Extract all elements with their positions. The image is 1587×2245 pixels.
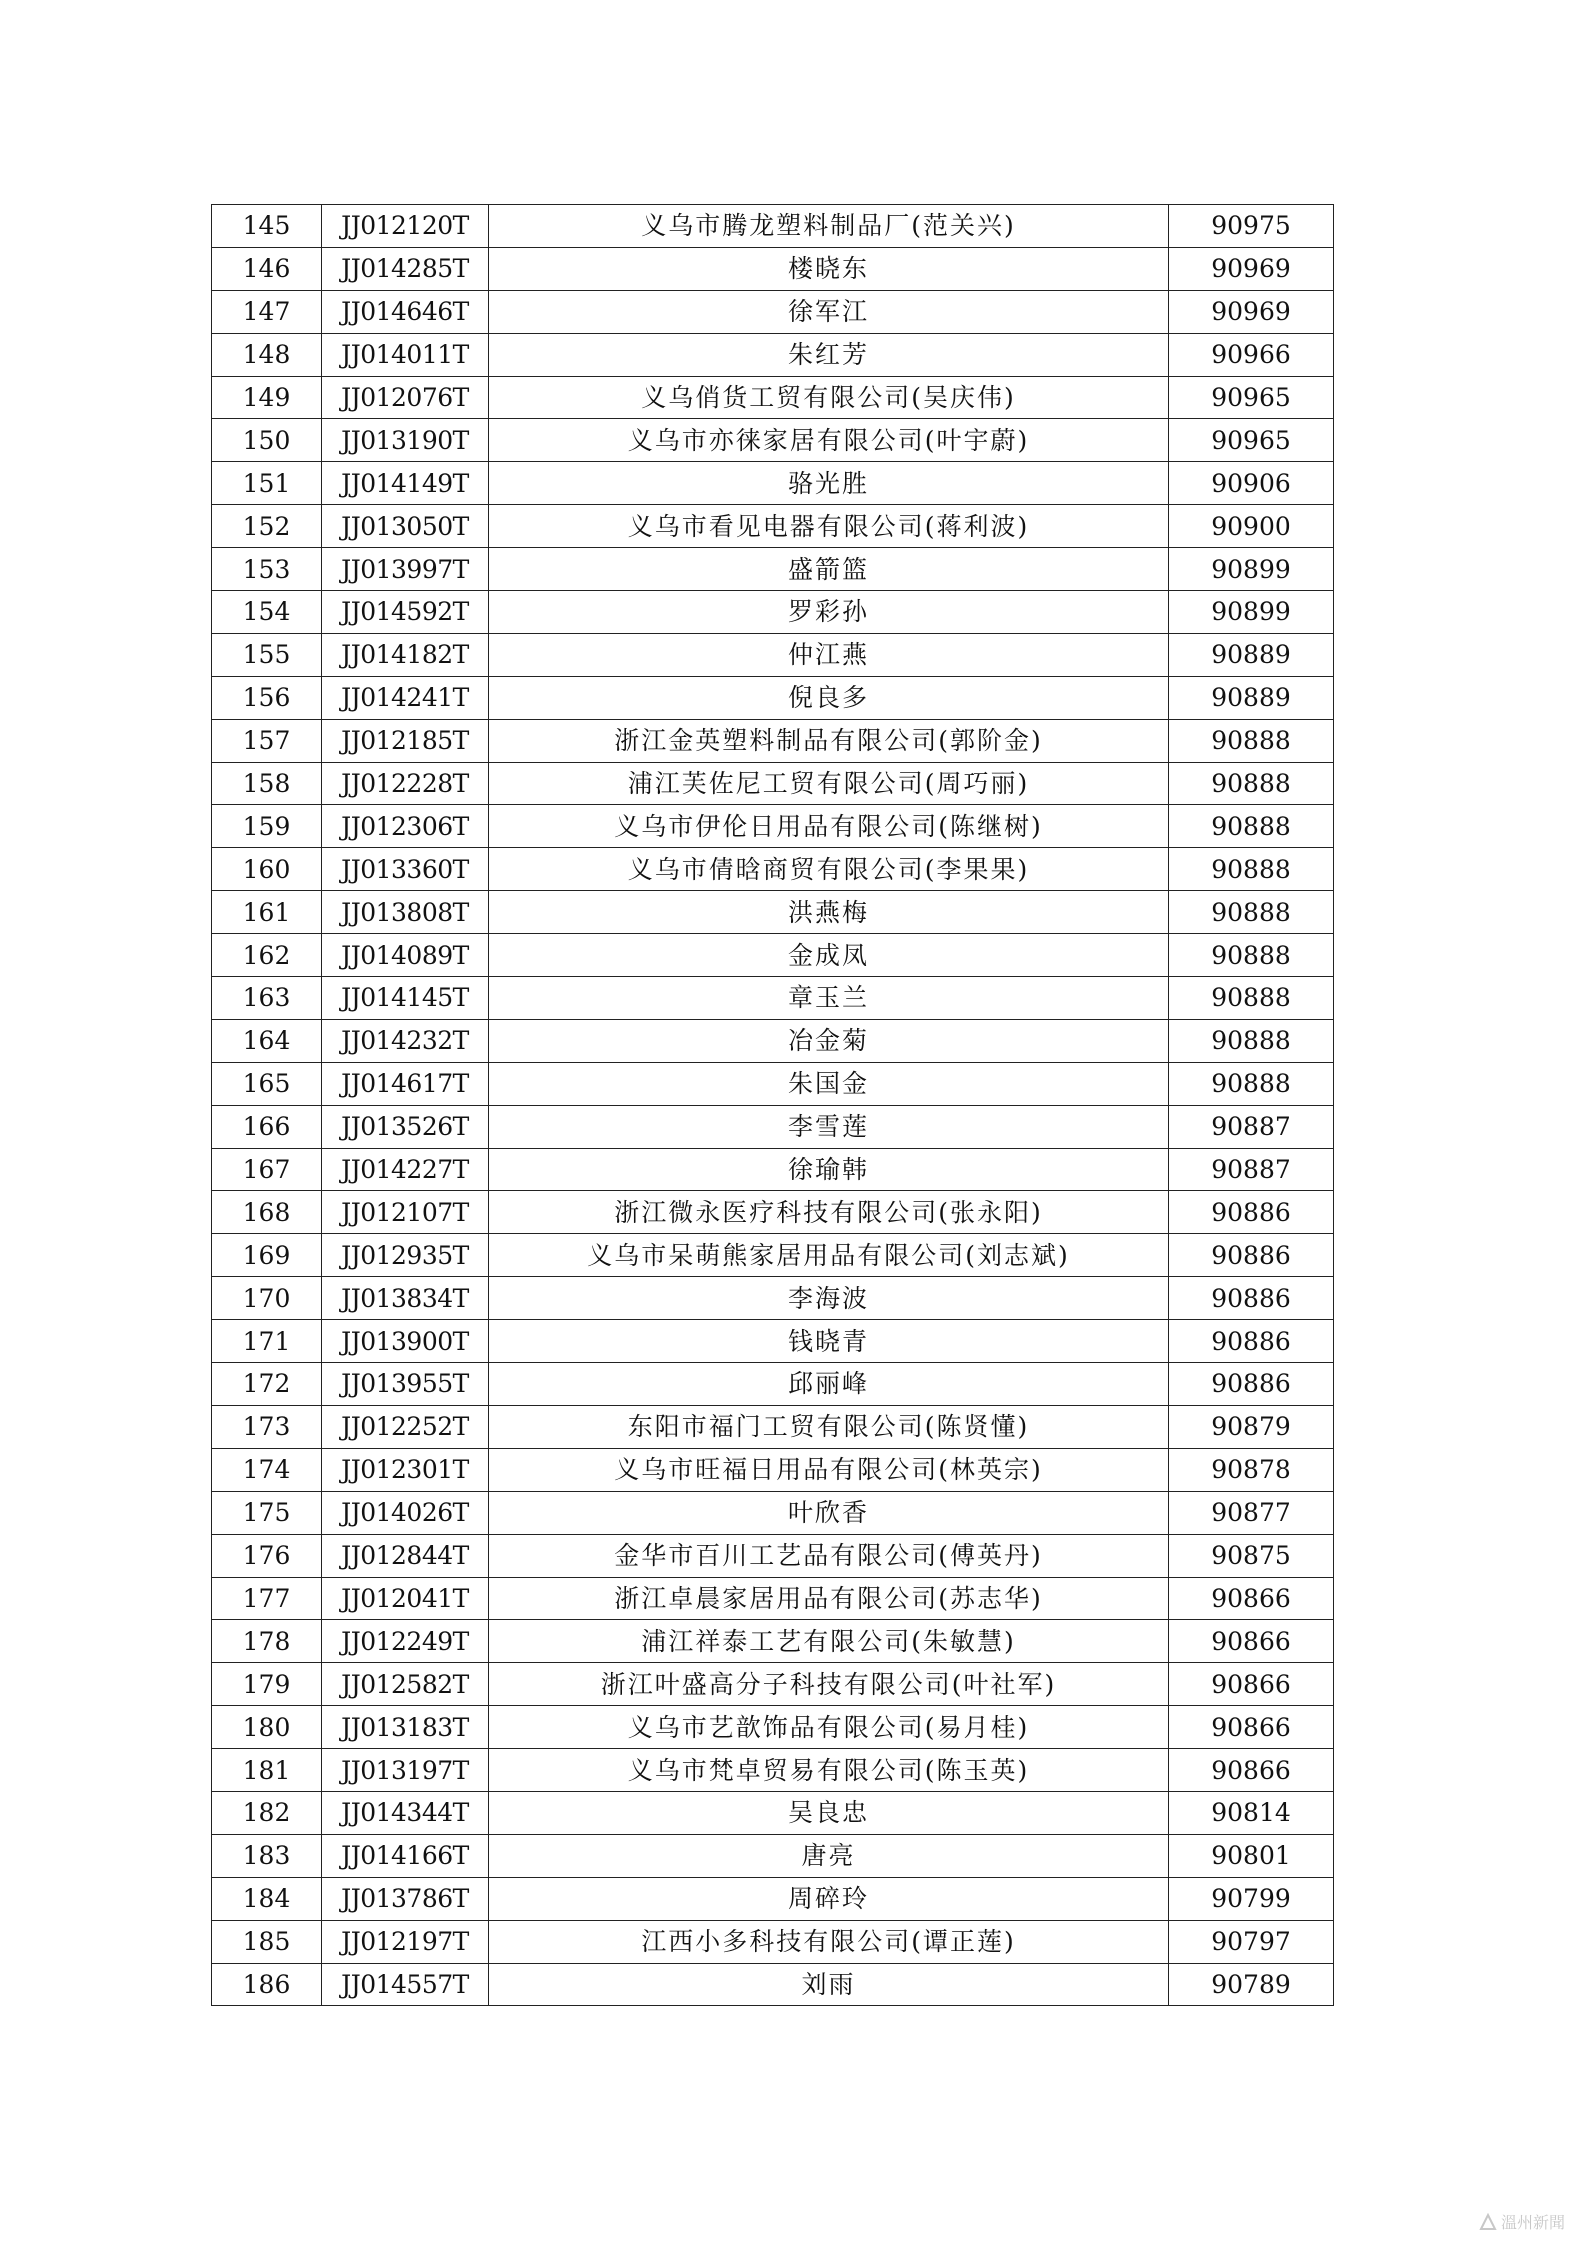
row-number-cell: 174 — [212, 1448, 322, 1491]
row-number-cell: 149 — [212, 376, 322, 419]
table-row — [212, 848, 1334, 891]
table-row — [212, 934, 1334, 977]
table-row — [212, 205, 1334, 248]
table-row — [212, 1791, 1334, 1834]
row-number-cell: 159 — [212, 805, 322, 848]
table-row — [212, 977, 1334, 1020]
score-cell: 90899 — [1169, 591, 1334, 634]
score-cell: 90889 — [1169, 676, 1334, 719]
row-number-cell: 153 — [212, 548, 322, 591]
table-row — [212, 1448, 1334, 1491]
score-cell: 90866 — [1169, 1577, 1334, 1620]
score-cell: 90814 — [1169, 1791, 1334, 1834]
code-cell: JJ013190T — [322, 419, 489, 462]
name-cell: 周碎玲 — [489, 1877, 1169, 1920]
name-cell: 义乌市艺歆饰品有限公司(易月桂) — [489, 1706, 1169, 1749]
row-number-cell: 150 — [212, 419, 322, 462]
table-row — [212, 1277, 1334, 1320]
code-cell: JJ014011T — [322, 333, 489, 376]
row-number-cell: 162 — [212, 934, 322, 977]
row-number-cell: 156 — [212, 676, 322, 719]
score-cell: 90888 — [1169, 1062, 1334, 1105]
table-row — [212, 805, 1334, 848]
row-number-cell: 154 — [212, 591, 322, 634]
score-cell: 90889 — [1169, 633, 1334, 676]
name-cell: 浙江微永医疗科技有限公司(张永阳) — [489, 1191, 1169, 1234]
score-cell: 90900 — [1169, 505, 1334, 548]
name-cell: 义乌市腾龙塑料制品厂(范关兴) — [489, 205, 1169, 248]
score-cell: 90888 — [1169, 891, 1334, 934]
code-cell: JJ012076T — [322, 376, 489, 419]
row-number-cell: 160 — [212, 848, 322, 891]
code-cell: JJ013834T — [322, 1277, 489, 1320]
name-cell: 徐瑜韩 — [489, 1148, 1169, 1191]
table-row — [212, 548, 1334, 591]
score-cell: 90875 — [1169, 1534, 1334, 1577]
score-cell: 90877 — [1169, 1491, 1334, 1534]
row-number-cell: 168 — [212, 1191, 322, 1234]
score-cell: 90965 — [1169, 419, 1334, 462]
score-cell: 90887 — [1169, 1105, 1334, 1148]
score-cell: 90886 — [1169, 1234, 1334, 1277]
score-cell: 90888 — [1169, 977, 1334, 1020]
name-cell: 义乌市呆萌熊家居用品有限公司(刘志斌) — [489, 1234, 1169, 1277]
code-cell: JJ014227T — [322, 1148, 489, 1191]
name-cell: 浦江祥泰工艺有限公司(朱敏慧) — [489, 1620, 1169, 1663]
table-row — [212, 505, 1334, 548]
table-row — [212, 1834, 1334, 1877]
name-cell: 倪良多 — [489, 676, 1169, 719]
code-cell: JJ012844T — [322, 1534, 489, 1577]
code-cell: JJ012120T — [322, 205, 489, 248]
score-cell: 90797 — [1169, 1920, 1334, 1963]
code-cell: JJ014592T — [322, 591, 489, 634]
row-number-cell: 155 — [212, 633, 322, 676]
code-cell: JJ014617T — [322, 1062, 489, 1105]
code-cell: JJ012301T — [322, 1448, 489, 1491]
score-cell: 90965 — [1169, 376, 1334, 419]
name-cell: 义乌市看见电器有限公司(蒋利波) — [489, 505, 1169, 548]
name-cell: 李雪莲 — [489, 1105, 1169, 1148]
code-cell: JJ014026T — [322, 1491, 489, 1534]
name-cell: 朱红芳 — [489, 333, 1169, 376]
score-cell: 90975 — [1169, 205, 1334, 248]
table-row — [212, 676, 1334, 719]
name-cell: 罗彩孙 — [489, 591, 1169, 634]
name-cell: 冶金菊 — [489, 1019, 1169, 1062]
row-number-cell: 148 — [212, 333, 322, 376]
table-row — [212, 1320, 1334, 1363]
name-cell: 洪燕梅 — [489, 891, 1169, 934]
code-cell: JJ013183T — [322, 1706, 489, 1749]
code-cell: JJ012041T — [322, 1577, 489, 1620]
table-row — [212, 1105, 1334, 1148]
row-number-cell: 175 — [212, 1491, 322, 1534]
code-cell: JJ012107T — [322, 1191, 489, 1234]
row-number-cell: 170 — [212, 1277, 322, 1320]
table-row — [212, 633, 1334, 676]
table-row — [212, 719, 1334, 762]
row-number-cell: 171 — [212, 1320, 322, 1363]
name-cell: 楼晓东 — [489, 247, 1169, 290]
code-cell: JJ012252T — [322, 1405, 489, 1448]
row-number-cell: 158 — [212, 762, 322, 805]
row-number-cell: 176 — [212, 1534, 322, 1577]
row-number-cell: 165 — [212, 1062, 322, 1105]
name-cell: 金成凤 — [489, 934, 1169, 977]
code-cell: JJ013050T — [322, 505, 489, 548]
row-number-cell: 182 — [212, 1791, 322, 1834]
table-row — [212, 1019, 1334, 1062]
code-cell: JJ014344T — [322, 1791, 489, 1834]
table-row — [212, 1191, 1334, 1234]
name-cell: 骆光胜 — [489, 462, 1169, 505]
code-cell: JJ012582T — [322, 1663, 489, 1706]
name-cell: 浙江金英塑料制品有限公司(郭阶金) — [489, 719, 1169, 762]
row-number-cell: 186 — [212, 1963, 322, 2006]
table-row — [212, 1577, 1334, 1620]
score-cell: 90969 — [1169, 247, 1334, 290]
score-cell: 90866 — [1169, 1620, 1334, 1663]
code-cell: JJ012935T — [322, 1234, 489, 1277]
table-row — [212, 1620, 1334, 1663]
score-cell: 90789 — [1169, 1963, 1334, 2006]
table-row — [212, 419, 1334, 462]
table-row — [212, 1234, 1334, 1277]
score-cell: 90888 — [1169, 1019, 1334, 1062]
table-row — [212, 1062, 1334, 1105]
score-cell: 90899 — [1169, 548, 1334, 591]
score-cell: 90888 — [1169, 848, 1334, 891]
code-cell: JJ013197T — [322, 1749, 489, 1792]
code-cell: JJ014646T — [322, 290, 489, 333]
name-cell: 仲江燕 — [489, 633, 1169, 676]
score-cell: 90886 — [1169, 1277, 1334, 1320]
name-cell: 叶欣香 — [489, 1491, 1169, 1534]
logo-mark-icon — [1479, 2213, 1497, 2231]
row-number-cell: 179 — [212, 1663, 322, 1706]
watermark-text: 溫州新聞 — [1500, 2213, 1565, 2232]
table-row — [212, 1706, 1334, 1749]
table-row — [212, 290, 1334, 333]
code-cell: JJ014285T — [322, 247, 489, 290]
table-row — [212, 333, 1334, 376]
code-cell: JJ013955T — [322, 1363, 489, 1406]
watermark — [1479, 2210, 1565, 2233]
code-cell: JJ013526T — [322, 1105, 489, 1148]
table-row — [212, 1491, 1334, 1534]
row-number-cell: 185 — [212, 1920, 322, 1963]
code-cell: JJ014149T — [322, 462, 489, 505]
code-cell: JJ012185T — [322, 719, 489, 762]
name-cell: 吴良忠 — [489, 1791, 1169, 1834]
score-cell: 90969 — [1169, 290, 1334, 333]
score-cell: 90878 — [1169, 1448, 1334, 1491]
row-number-cell: 184 — [212, 1877, 322, 1920]
score-cell: 90906 — [1169, 462, 1334, 505]
row-number-cell: 169 — [212, 1234, 322, 1277]
name-cell: 章玉兰 — [489, 977, 1169, 1020]
table-row — [212, 762, 1334, 805]
table-row — [212, 1405, 1334, 1448]
row-number-cell: 181 — [212, 1749, 322, 1792]
name-cell: 义乌市亦徕家居有限公司(叶宇蔚) — [489, 419, 1169, 462]
score-cell: 90888 — [1169, 762, 1334, 805]
table-row — [212, 1963, 1334, 2006]
name-cell: 义乌俏货工贸有限公司(吴庆伟) — [489, 376, 1169, 419]
table-row — [212, 1663, 1334, 1706]
table-row — [212, 591, 1334, 634]
score-cell: 90866 — [1169, 1663, 1334, 1706]
code-cell: JJ012306T — [322, 805, 489, 848]
row-number-cell: 145 — [212, 205, 322, 248]
row-number-cell: 164 — [212, 1019, 322, 1062]
table-row — [212, 462, 1334, 505]
code-cell: JJ013786T — [322, 1877, 489, 1920]
name-cell: 浦江芙佐尼工贸有限公司(周巧丽) — [489, 762, 1169, 805]
score-cell: 90801 — [1169, 1834, 1334, 1877]
name-cell: 义乌市伊伦日用品有限公司(陈继树) — [489, 805, 1169, 848]
table-row — [212, 376, 1334, 419]
name-cell: 李海波 — [489, 1277, 1169, 1320]
code-cell: JJ013997T — [322, 548, 489, 591]
score-cell: 90879 — [1169, 1405, 1334, 1448]
row-number-cell: 163 — [212, 977, 322, 1020]
row-number-cell: 167 — [212, 1148, 322, 1191]
code-cell: JJ013808T — [322, 891, 489, 934]
row-number-cell: 173 — [212, 1405, 322, 1448]
row-number-cell: 183 — [212, 1834, 322, 1877]
code-cell: JJ014241T — [322, 676, 489, 719]
row-number-cell: 180 — [212, 1706, 322, 1749]
code-cell: JJ014182T — [322, 633, 489, 676]
name-cell: 钱晓青 — [489, 1320, 1169, 1363]
name-cell: 唐亮 — [489, 1834, 1169, 1877]
name-cell: 江西小多科技有限公司(谭正莲) — [489, 1920, 1169, 1963]
table-row — [212, 1920, 1334, 1963]
name-cell: 浙江卓晨家居用品有限公司(苏志华) — [489, 1577, 1169, 1620]
row-number-cell: 177 — [212, 1577, 322, 1620]
score-cell: 90966 — [1169, 333, 1334, 376]
row-number-cell: 147 — [212, 290, 322, 333]
code-cell: JJ014557T — [322, 1963, 489, 2006]
name-cell: 义乌市梵卓贸易有限公司(陈玉英) — [489, 1749, 1169, 1792]
name-cell: 邱丽峰 — [489, 1363, 1169, 1406]
name-cell: 刘雨 — [489, 1963, 1169, 2006]
table-row — [212, 1148, 1334, 1191]
score-cell: 90886 — [1169, 1191, 1334, 1234]
row-number-cell: 152 — [212, 505, 322, 548]
score-cell: 90886 — [1169, 1363, 1334, 1406]
row-number-cell: 157 — [212, 719, 322, 762]
name-cell: 浙江叶盛高分子科技有限公司(叶社军) — [489, 1663, 1169, 1706]
code-cell: JJ012249T — [322, 1620, 489, 1663]
table-row — [212, 1534, 1334, 1577]
name-cell: 义乌市旺福日用品有限公司(林英宗) — [489, 1448, 1169, 1491]
table-row — [212, 1877, 1334, 1920]
table-row — [212, 891, 1334, 934]
score-cell: 90888 — [1169, 805, 1334, 848]
row-number-cell: 172 — [212, 1363, 322, 1406]
code-cell: JJ013900T — [322, 1320, 489, 1363]
name-cell: 盛箭篮 — [489, 548, 1169, 591]
row-number-cell: 161 — [212, 891, 322, 934]
score-cell: 90799 — [1169, 1877, 1334, 1920]
row-number-cell: 178 — [212, 1620, 322, 1663]
name-cell: 东阳市福门工贸有限公司(陈贤懂) — [489, 1405, 1169, 1448]
results-table-body — [212, 205, 1334, 2006]
code-cell: JJ012197T — [322, 1920, 489, 1963]
score-cell: 90886 — [1169, 1320, 1334, 1363]
results-table — [211, 204, 1334, 2006]
table-row — [212, 1749, 1334, 1792]
score-cell: 90866 — [1169, 1749, 1334, 1792]
code-cell: JJ014145T — [322, 977, 489, 1020]
table-row — [212, 1363, 1334, 1406]
row-number-cell: 151 — [212, 462, 322, 505]
name-cell: 义乌市倩晗商贸有限公司(李果果) — [489, 848, 1169, 891]
name-cell: 朱国金 — [489, 1062, 1169, 1105]
code-cell: JJ014166T — [322, 1834, 489, 1877]
name-cell: 金华市百川工艺品有限公司(傅英丹) — [489, 1534, 1169, 1577]
score-cell: 90888 — [1169, 934, 1334, 977]
code-cell: JJ013360T — [322, 848, 489, 891]
table-row — [212, 247, 1334, 290]
score-cell: 90887 — [1169, 1148, 1334, 1191]
score-cell: 90888 — [1169, 719, 1334, 762]
row-number-cell: 166 — [212, 1105, 322, 1148]
code-cell: JJ012228T — [322, 762, 489, 805]
code-cell: JJ014232T — [322, 1019, 489, 1062]
score-cell: 90866 — [1169, 1706, 1334, 1749]
name-cell: 徐军江 — [489, 290, 1169, 333]
row-number-cell: 146 — [212, 247, 322, 290]
code-cell: JJ014089T — [322, 934, 489, 977]
